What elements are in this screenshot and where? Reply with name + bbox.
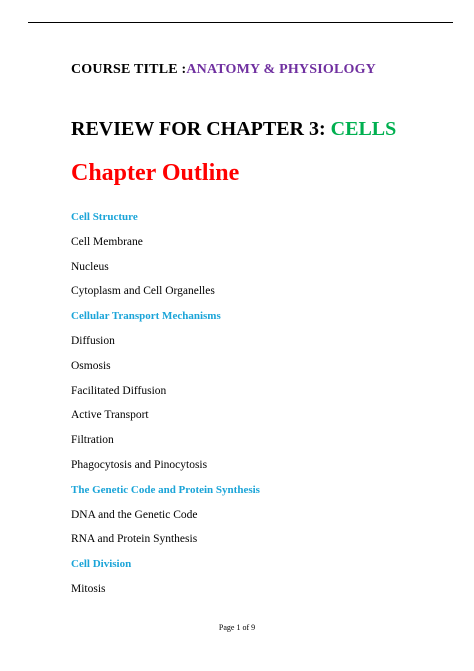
outline-section-heading: Cell Structure (71, 211, 138, 223)
outline-item: DNA and the Genetic Code (71, 508, 198, 521)
outline-item: Osmosis (71, 359, 111, 372)
outline-item: Active Transport (71, 409, 149, 422)
course-title (71, 62, 376, 78)
outline-section-heading: Cell Division (71, 558, 132, 571)
top-rule (28, 22, 453, 23)
outline-item: RNA and Protein Synthesis (71, 533, 198, 546)
review-title (71, 118, 396, 141)
outline-item: Cytoplasm and Cell Organelles (71, 285, 215, 298)
outline-item: Filtration (71, 434, 114, 447)
outline-item: Nucleus (71, 260, 109, 273)
outline-section-heading: Cellular Transport Mechanisms (71, 310, 221, 323)
review-topic: CELLS (330, 118, 397, 140)
course-title-label: COURSE TITLE : (71, 62, 187, 77)
course-name: ANATOMY & PHYSIOLOGY (186, 62, 376, 77)
outline-item: Mitosis (71, 583, 106, 595)
review-separator: : (319, 118, 331, 140)
outline-item: Diffusion (71, 335, 115, 347)
chapter-outline-title: Chapter Outline (71, 160, 240, 186)
outline-item: Phagocytosis and Pinocytosis (71, 459, 208, 471)
outline-item: Facilitated Diffusion (71, 384, 167, 397)
outline-section-heading: The Genetic Code and Protein Synthesis (71, 483, 260, 496)
outline-item: Cell Membrane (71, 235, 143, 248)
review-label: REVIEW FOR CHAPTER 3 (71, 118, 319, 140)
page-number: Page 1 of 9 (218, 623, 256, 632)
